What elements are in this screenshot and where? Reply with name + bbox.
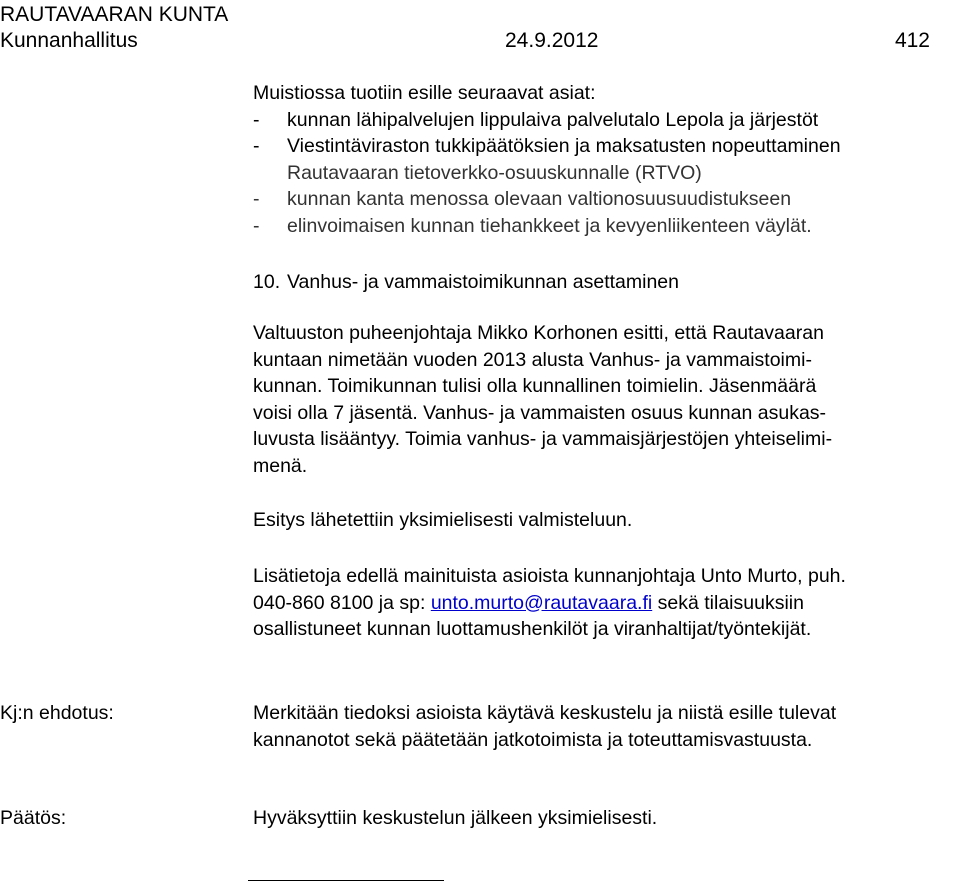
memo-dash: -: [253, 214, 260, 237]
paragraph-referral: Esitys lähetettiin yksimielisesti valmisteluun.: [253, 509, 633, 531]
memo-dash: -: [253, 108, 260, 131]
decision-text: Hyväksyttiin keskustelun jälkeen yksimielisesti.: [253, 807, 658, 829]
memo-dash: -: [253, 188, 260, 210]
contact-line: Lisätietoja edellä mainituista asioista kunnanjohtaja Unto Murto, puh.: [253, 565, 846, 587]
memo-item-text: kunnan lähipalvelujen lippulaiva palvelutalo Lepola ja järjestöt: [287, 108, 819, 131]
contact-line: [253, 590, 846, 617]
organization-name: RAUTAVAARAN KUNTA: [0, 3, 229, 26]
paragraph-line: luvusta lisääntyy. Toimia vanhus- ja vammaisjärjestöjen yhteiselimi-: [253, 428, 833, 450]
proposal-text: [253, 700, 836, 753]
memo-section: [253, 80, 841, 239]
section-number: 10.: [253, 271, 281, 293]
proposal-label: Kj:n ehdotus:: [0, 702, 114, 724]
memo-dash: -: [253, 135, 260, 157]
memo-item: [253, 160, 841, 187]
memo-item: [253, 133, 841, 160]
paragraph-line: menä.: [253, 454, 308, 477]
email-link[interactable]: unto.murto@rautavaara.fi: [430, 591, 653, 614]
memo-item: [253, 186, 841, 213]
memo-item-text: Viestintäviraston tukkipäätöksien ja maksatusten nopeuttaminen: [287, 135, 841, 157]
contact-text: 040-860 8100 ja sp:: [253, 591, 431, 614]
section-heading: [253, 269, 679, 296]
decision-label: Päätös:: [0, 807, 67, 829]
memo-item-text: elinvoimaisen kunnan tiehankkeet ja kevyenliikenteen väylät.: [287, 214, 812, 237]
header-row: [0, 28, 930, 54]
meeting-date: 24.9.2012: [505, 29, 599, 52]
paragraph-line: Valtuuston puheenjohtaja Mikko Korhonen esitti, että Rautavaaran: [253, 322, 824, 344]
memo-intro: Muistiossa tuotiin esille seuraavat asiat:: [253, 82, 596, 104]
paragraph-line: kuntaan nimetään vuoden 2013 alusta Vanhus- ja vammaistoimi-: [253, 348, 812, 371]
paragraph-line: voisi olla 7 jäsentä. Vanhus- ja vammaisten osuus kunnan asukas-: [253, 401, 827, 424]
contact-line: osallistuneet kunnan luottamushenkilöt ja viranhaltijat/työntekijät.: [253, 618, 812, 640]
contact-text: sekä tilaisuuksiin: [652, 591, 804, 614]
body-name: Kunnanhallitus: [0, 29, 138, 52]
memo-item-text: kunnan kanta menossa olevaan valtionosuusuudistukseen: [287, 188, 792, 210]
memo-item: [253, 107, 841, 134]
signature-line: [248, 880, 444, 881]
paragraph-contact: [253, 563, 846, 643]
page-number: 412: [894, 29, 930, 52]
memo-item: [253, 213, 841, 240]
memo-item-text: Rautavaaran tietoverkko-osuuskunnalle (RTVO): [287, 161, 702, 184]
paragraph-proposal-background: [253, 320, 832, 479]
proposal-line: Merkitään tiedoksi asioista käytävä keskustelu ja niistä esille tulevat: [253, 702, 837, 724]
section-title: Vanhus- ja vammaistoimikunnan asettaminen: [287, 271, 679, 293]
paragraph-line: kunnan. Toimikunnan tulisi olla kunnallinen toimielin. Jäsenmäärä: [253, 375, 817, 397]
proposal-line: kannanotot sekä päätetään jatkotoimista ja toteuttamisvastuusta.: [253, 728, 813, 751]
